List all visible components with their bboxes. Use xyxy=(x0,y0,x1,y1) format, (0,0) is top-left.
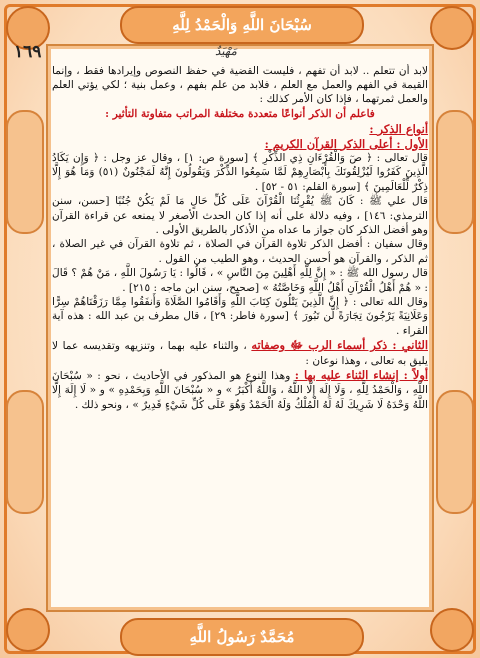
corner-ornament-icon xyxy=(6,608,50,652)
top-calligraphy-banner: سُبْحَانَ اللَّهِ وَالْحَمْدُ لِلَّهِ xyxy=(120,6,364,44)
paragraph: قال تعالى : ﴿ صٓ وَالْقُرْءَانِ ذِي الذِّكْرِ ﴾ [سورة ص: ١] ، وقال عز وجل : ﴿ وَإِن يَكَادُ الَّذِينَ كَفَرُوا لَيُزْلِقُونَكَ بِأَبْصَارِهِمْ لَمَّا سَمِعُوا الذِّكْرَ وَيَقُولُونَ إِنَّهُ لَمَجْنُونٌ (٥١) وَمَا هُوَ إِلَّا ذِكْرٌ لِّلْعَالَمِينَ ﴾ [سورة القلم: ٥١ - ٥٢] . xyxy=(52,152,428,193)
section-heading: فاعلم أن الذكر أنواعًا متعددة مختلفة المراتب متفاوتة التأثير : xyxy=(105,108,375,121)
side-ornament-icon xyxy=(6,390,44,514)
page-body xyxy=(52,64,428,608)
section-heading: أولاً : إنشاء الثناء عليه بها : xyxy=(294,368,428,383)
paragraph xyxy=(52,368,428,412)
paragraph-text: ، والثناء عليه بهما ، وتنزيهه وتقديسه عما لا يليق به تعالى ، وهذا نوعان : xyxy=(52,340,428,367)
side-ornament-icon xyxy=(436,390,474,514)
paragraph: قال رسول الله ﷺ : « إِنَّ لِلَّهِ أَهْلِينَ مِنَ النَّاسِ » ، قَالُوا : يَا رَسُولَ اللَّهِ ، مَنْ هُمْ ؟ قَالَ : « هُمْ أَهْلُ الْقُرْآنِ أَهْلُ اللَّهِ وَخَاصَّتُهُ » [صحيح، سنن ابن ماجه : ٢١٥] . xyxy=(52,267,428,294)
paragraph xyxy=(52,338,428,367)
paragraph: لابد أن تتعلم .. لابد أن تفهم ، فليست القضية في حفظ النصوص وإيرادها فقط ، وإنما القيمة في الفهم والعمل مع العلم ، فلابد من علم بفهم ، وعمل بنية ؛ لكي يؤتي العلم والعمل ثمرتهما ، فإذا كان الأمر كذلك : xyxy=(52,65,428,106)
section-heading: الثاني : ذكر أسماء الرب ﷻ وصفاته xyxy=(251,338,428,353)
corner-ornament-icon xyxy=(430,6,474,50)
section-heading: أنواع الذكر : xyxy=(369,121,428,136)
side-ornament-icon xyxy=(6,110,44,234)
running-header: مَهْيَدٌ xyxy=(215,44,237,58)
paragraph: وقال سفيان : أفضل الذكر تلاوة القرآن في الصلاة ، ثم تلاوة القرآن في غير الصلاة ، ثم الذكر ، والقرآن هو أحسن الحديث ، وهو الطيب من القول . xyxy=(52,238,428,265)
section-heading: الأول : أعلى الذكر القرآن الكريم : xyxy=(264,136,428,151)
paragraph-text: وهذا النوع هو المذكور في الأحاديث ، نحو : « سُبْحَانَ اللَّهِ ، وَالْحَمْدُ لِلَّهِ ، وَلَا إِلَهَ إِلَّا اللَّهُ ، وَاللَّهُ أَكْبَرُ » و « سُبْحَانَ اللَّهِ وَبِحَمْدِهِ » و « لَا إِلَهَ إِلَّا اللَّهُ وَحْدَهُ لَا شَرِيكَ لَهُ لَهُ الْمُلْكُ وَلَهُ الْحَمْدُ وَهُوَ عَلَى كُلِّ شَيْءٍ قَدِيرٌ » ، ونحو ذلك . xyxy=(52,370,428,411)
bottom-calligraphy-banner: مُحَمَّدٌ رَسُولُ اللَّهِ xyxy=(120,618,364,656)
paragraph: وقال الله تعالى : ﴿ إِنَّ الَّذِينَ يَتْلُونَ كِتَابَ اللَّهِ وَأَقَامُوا الصَّلَاةَ وَأَنفَقُوا مِمَّا رَزَقْنَاهُمْ سِرًّا وَعَلَانِيَةً يَرْجُونَ تِجَارَةً لَّن تَبُورَ ﴾ [سورة فاطر: ٢٩] ، قال مطرف بن عبد الله : هذه آية القراء . xyxy=(52,296,428,337)
paragraph: قال علي ﷺ : كَانَ ﷺ يُقْرِئُنَا الْقُرْآنَ عَلَى كُلِّ حَالٍ مَا لَمْ يَكُنْ جُنُبًا [حسن، سنن الترمذي: ١٤٦] ، وفيه دلالة على أنه إذا كان الحدث الأصغر لا يمنعه عن قراءة القرآن وهو أفضل الذكر كان جواز ما عداه من الأذكار بالطريق الأولى . xyxy=(52,195,428,236)
corner-ornament-icon xyxy=(430,608,474,652)
page-number: ١٦٩ xyxy=(14,42,42,62)
side-ornament-icon xyxy=(436,110,474,234)
